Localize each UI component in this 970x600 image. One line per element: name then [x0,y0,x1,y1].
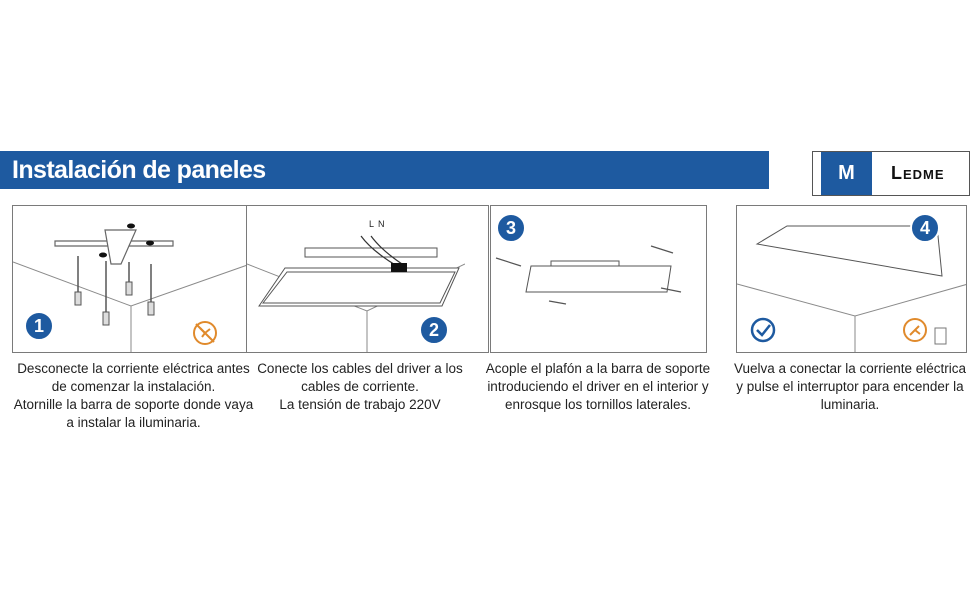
step-3-number: 3 [505,218,517,238]
step-4-number: 4 [919,218,931,238]
brand-logo-mark: M [821,152,872,195]
step-1-caption: Desconecte la corriente eléctrica antes de comenzar la instalación. Atornille la barra de soporte donde vaya a instalar la iluminaria. [13,361,254,430]
unplug-warning-icon [194,322,216,344]
step-2-number: 2 [428,320,440,340]
plug-in-icon [904,319,926,341]
step-4-illustration [736,205,967,353]
brand-logo-name: Ledme [891,163,945,183]
step-2-illustration [246,205,489,353]
header-banner [0,151,769,189]
step-1-number: 1 [33,316,45,336]
wire-label-l: L [369,219,375,229]
wire-label-n: N [378,219,385,229]
driver-box [391,263,407,272]
step-3-caption: Acople el plafón a la barra de soporte introduciendo el driver en el interior y enrosque los tornillos laterales. [485,361,711,412]
wall-switch-icon [935,328,946,344]
brand-logo [812,151,970,196]
step-4-caption: Vuelva a conectar la corriente eléctrica y pulse el interruptor para encender la luminaria. [733,361,967,412]
step-1-illustration [12,205,255,353]
page-title: Instalación de paneles [12,156,266,184]
check-icon [752,319,774,341]
step-3-illustration [490,205,707,353]
step-2-caption: Conecte los cables del driver a los cables de corriente. La tensión de trabajo 220V [257,361,463,412]
